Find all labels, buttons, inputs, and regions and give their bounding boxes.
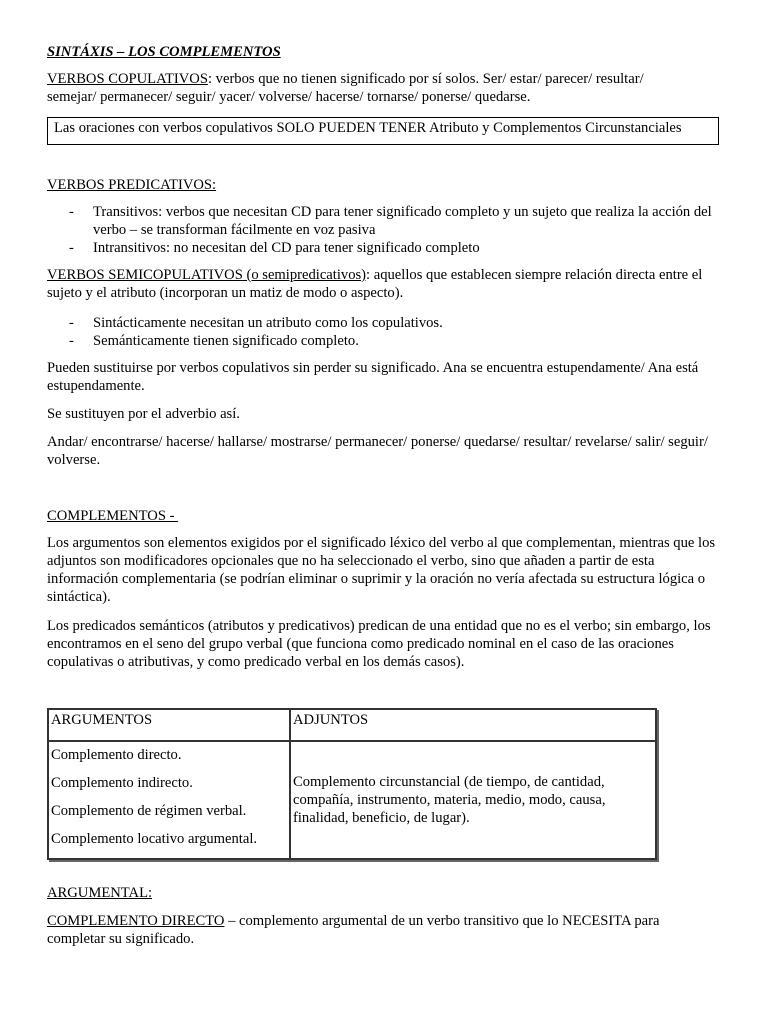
argumentos-cell	[49, 742, 291, 858]
complemento-directo-heading: COMPLEMENTO DIRECTO	[47, 913, 225, 929]
complementos-para1: Los argumentos son elementos exigidos por el significado léxico del verbo al que complementan, mientras que los adjuntos son modificadores opcionales que no ha seleccionado el verbo, sino que añaden a partir de esta información complementaria (se podrían eliminar o suprimir y la oración no vería afectada su estructura lógica o sintáctica).	[47, 535, 716, 605]
list-item: Complemento indirecto.	[51, 775, 193, 791]
complemento-directo-text: – complemento argumental de un verbo transitivo que lo NECESITA para completar su significado.	[47, 913, 660, 947]
adjuntos-cell: Complemento circunstancial (de tiempo, de cantidad, compañía, instrumento, materia, medio, modo, causa, finalidad, beneficio, de lugar).	[293, 774, 606, 826]
semicopulativos-text: : aquellos que establecen siempre relación directa entre el sujeto y el atributo (incorporan un matiz de modo o aspecto).	[47, 267, 703, 301]
semicopulativos-para2: Se sustituyen por el adverbio así.	[47, 406, 240, 422]
semicopulativos-paragraph	[47, 266, 717, 302]
semicopulativos-para1: Pueden sustituirse por verbos copulativos sin perder su significado. Ana se encuentra estupendamente/ Ana está estupendamente.	[47, 360, 699, 394]
complementos-heading: COMPLEMENTOS -	[47, 508, 179, 524]
predicativos-list	[47, 203, 717, 257]
table-header-adjuntos: ADJUNTOS	[291, 710, 655, 742]
copulativos-line1: : verbos que no tienen significado por sí solos. Ser/ estar/ parecer/ resultar/	[207, 71, 644, 87]
boxed-note: Las oraciones con verbos copulativos SOLO PUEDEN TENER Atributo y Complementos Circunstanciales	[47, 117, 719, 145]
list-item: - Semánticamente tienen significado completo.	[47, 332, 717, 350]
list-item: - Intransitivos: no necesitan del CD para tener significado completo	[47, 239, 717, 257]
complementos-para2: Los predicados semánticos (atributos y predicativos) predican de una entidad que no es el verbo; sin embargo, los encontramos en el seno del grupo verbal (que funciona como predicado nominal en el caso de las oraciones copulativas o atributivas, y como predicado verbal en los demás casos).	[47, 618, 711, 670]
list-item: Complemento de régimen verbal.	[51, 803, 247, 819]
list-item: - Sintácticamente necesitan un atributo como los copulativos.	[47, 314, 717, 332]
list-item: - Transitivos: verbos que necesitan CD para tener significado completo y un sujeto que realiza la acción del verbo – se transforman fácilmente en voz pasiva	[47, 203, 717, 239]
complemento-directo-paragraph	[47, 912, 717, 948]
argumental-heading: ARGUMENTAL:	[47, 885, 153, 901]
semicopulativos-heading: VERBOS SEMICOPULATIVOS (o semipredicativos)	[47, 267, 367, 283]
semicopulativos-verbs: Andar/ encontrarse/ hacerse/ hallarse/ mostrarse/ permanecer/ ponerse/ quedarse/ resultar/ revelarse/ salir/ seguir/ volverse.	[47, 434, 708, 468]
page-title: SINTÁXIS – LOS COMPLEMENTOS	[47, 44, 281, 60]
table-header-row	[49, 710, 655, 742]
list-item: Complemento directo.	[51, 747, 182, 763]
copulativos-paragraph	[47, 70, 717, 106]
copulativos-heading: VERBOS COPULATIVOS	[47, 71, 208, 87]
semicopulativos-list	[47, 314, 717, 350]
copulativos-line2: semejar/ permanecer/ seguir/ yacer/ volverse/ hacerse/ tornarse/ ponerse/ quedarse.	[47, 89, 531, 105]
complementos-table	[47, 708, 657, 860]
list-item: Complemento locativo argumental.	[51, 831, 258, 847]
table-header-argumentos: ARGUMENTOS	[49, 710, 291, 742]
predicativos-heading: VERBOS PREDICATIVOS:	[47, 177, 217, 193]
table-row	[49, 742, 655, 858]
